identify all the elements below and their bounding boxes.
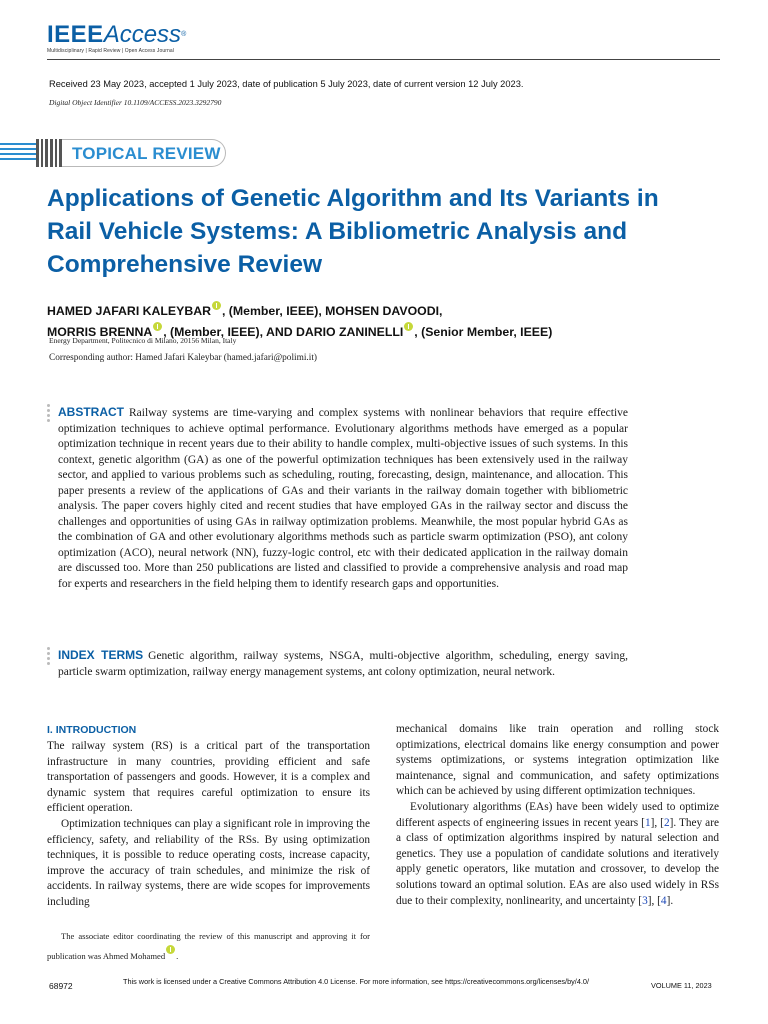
band-stripes-icon	[0, 143, 36, 163]
author-role: , (Member, IEEE), AND DARIO ZANINELLI	[163, 324, 404, 339]
editor-footnote: The associate editor coordinating the review of this manuscript and approving it for publication was Ahmed Mohamed .	[47, 931, 370, 961]
index-terms	[58, 648, 628, 680]
abstract-text: Railway systems are time-varying and complex systems with nonlinear behaviors that require effective optimization techniques to achieve optimal performance. Evolutionary algorithms methods have emerged as a popular optimization technique in recent years due to their ability to handle complex, multi-objective issues of such systems. In this context, genetic algorithm (GA) as one of the powerful optimization techniques has been extensively used in the railway sector, and applied to various problems such as scheduling, routing, forecasting, design, maintenance, and allocation. This paper presents a review of the applications of GAs and their variants in the railway domain together with bibliometric analysis. The paper covers highly cited and recent studies that have employed GAs in the railway sector and discuss the challenges and opportunities of using GAs in railway optimization problems. Meanwhile, the most popular hybrid GAs as the combination of GA and other evolutionary algorithms methods such as particle swarm optimization (PSO), ant colony optimization (ACO), neural network (NN), fuzzy-logic control, etc with their dedicated application in the railway domain are discussed too. More than 250 publications are listed and classified to provide a comprehensive analysis and road map for experts and researchers in the field helping them to identify research gaps and opportunities.	[58, 407, 628, 590]
index-terms-text: Genetic algorithm, railway systems, NSGA, multi-objective algorithm, scheduling, energy saving, particle swarm optimization, railway energy management systems, ant colony optimization, neural network.	[58, 650, 628, 678]
body-column-right	[396, 722, 719, 909]
paragraph: The railway system (RS) is a critical part of the transportation infrastructure in many countries, providing efficient and safe transportation of passengers and goods. However, it is a complex and dynamic system that requires careful optimization to ensure its efficient operation.	[47, 740, 370, 815]
section-dots-icon	[47, 647, 50, 667]
body-column-left	[47, 723, 370, 911]
band-bars-icon	[36, 139, 62, 167]
citation-link[interactable]: 3	[642, 894, 648, 907]
license-notice[interactable]: This work is licensed under a Creative Commons Attribution 4.0 License. For more information, see https://creativecommons.org/licenses/by/4.0/	[123, 977, 589, 986]
author-role: , (Member, IEEE), MOHSEN DAVOODI,	[221, 304, 443, 318]
journal-tagline: Multidisciplinary | Rapid Review | Open Access Journal	[47, 48, 174, 54]
journal-masthead	[47, 22, 186, 54]
index-terms-label: INDEX TERMS	[58, 648, 144, 662]
section-dots-icon	[47, 404, 50, 424]
abstract-label: ABSTRACT	[58, 405, 124, 419]
volume-label: VOLUME 11, 2023	[651, 981, 712, 990]
journal-logo[interactable]	[47, 22, 186, 48]
citation-link[interactable]: 2	[663, 816, 670, 829]
abstract	[58, 405, 628, 592]
logo-access: Access	[103, 21, 182, 48]
orcid-icon[interactable]	[212, 301, 221, 310]
section-heading: I. INTRODUCTION	[47, 724, 137, 736]
affiliation: Energy Department, Politecnico di Milano, 20156 Milan, Italy	[49, 336, 237, 345]
orcid-icon[interactable]	[153, 322, 162, 331]
publication-dates: Received 23 May 2023, accepted 1 July 2023, date of publication 5 July 2023, date of current version 12 July 2023.	[49, 79, 524, 89]
author-name[interactable]: HAMED JAFARI KALEYBAR	[47, 304, 211, 318]
header-rule	[47, 59, 720, 60]
article-type-label: TOPICAL REVIEW	[62, 139, 226, 167]
paragraph: Optimization techniques can play a significant role in improving the efficiency, safety, and reliability of the RSs. By using optimization techniques, it is possible to reduce operating costs, increase capacity, improve the accuracy of train schedules, and minimize the risk of accidents. In railway systems, there are wide scopes for improvements including	[47, 817, 370, 908]
author-name[interactable]: MORRIS BRENNA	[47, 324, 153, 339]
orcid-icon[interactable]	[404, 322, 413, 331]
logo-trademark: ®	[181, 31, 187, 38]
paragraph: mechanical domains like train operation and rolling stock optimizations, electrical domains like energy consumption and power systems optimizations, or systems integration optimization like maintenance, signal and communication, and safety optimizations which can be achieved by using different optimization techniques.	[396, 723, 719, 798]
page-number: 68972	[49, 981, 73, 991]
logo-ieee: IEEE	[47, 21, 104, 48]
article-title: Applications of Genetic Algorithm and Its Variants in Rail Vehicle Systems: A Bibliometric Analysis and Comprehensive Review	[47, 185, 659, 278]
doi-line[interactable]: Digital Object Identifier 10.1109/ACCESS.2023.3292790	[49, 98, 222, 107]
orcid-icon[interactable]	[166, 945, 175, 954]
paragraph: Evolutionary algorithms (EAs) have been widely used to optimize different aspects of engineering issues in recent years [1], [2]. They are a class of optimization algorithms inspired by natural selection and genetics. They use a population of candidate solutions and iteratively apply genetic operators, like mutation and crossover, to develop the solutions toward an optimal solution. EAs are also used widely in RSs due to their complexity, nonlinearity, and uncertainty [3], [4].	[396, 800, 719, 907]
citation-link[interactable]: 1	[644, 816, 651, 829]
citation-link[interactable]: 4	[660, 894, 667, 907]
author-role: , (Senior Member, IEEE)	[414, 324, 553, 339]
corresponding-author[interactable]: Corresponding author: Hamed Jafari Kaleybar (hamed.jafari@polimi.it)	[49, 353, 318, 363]
article-type-band	[0, 137, 228, 169]
